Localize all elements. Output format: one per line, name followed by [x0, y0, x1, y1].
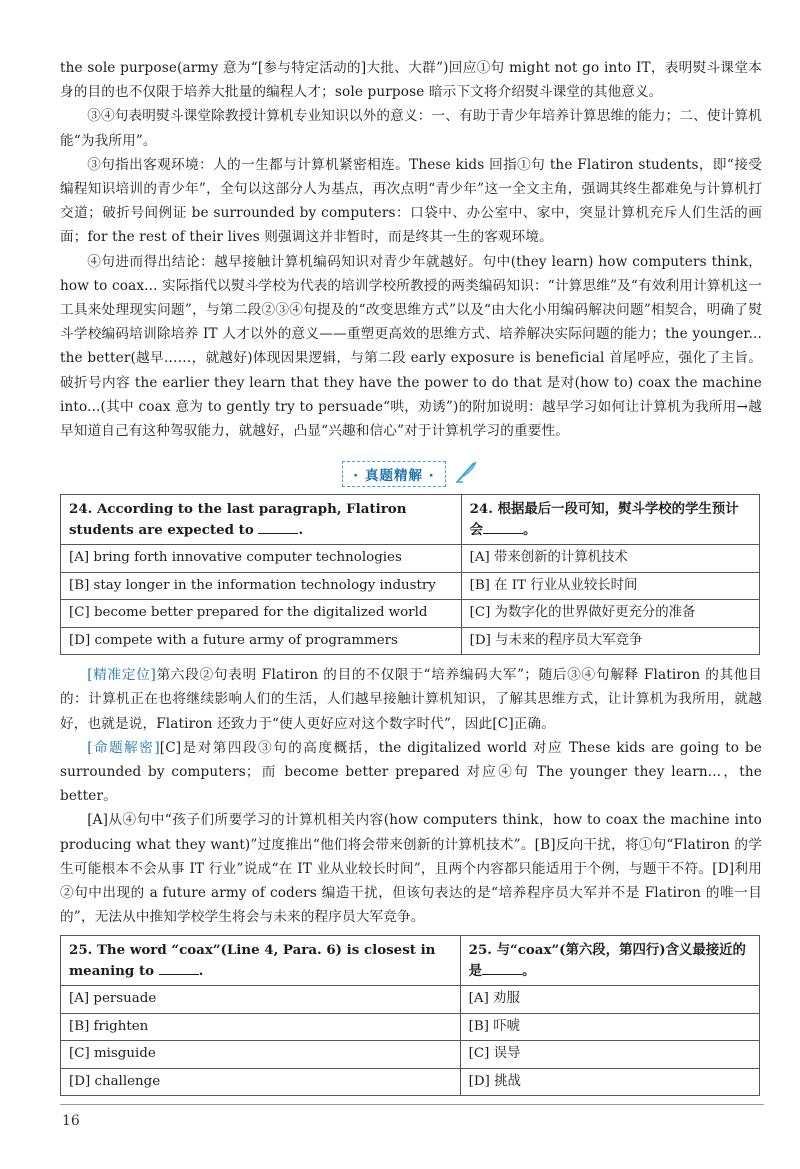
- option-zh: [D] 与未来的程序员大军竞争: [461, 627, 759, 655]
- page-number: 16: [62, 1113, 80, 1129]
- option-zh: [A] 劝服: [460, 986, 759, 1014]
- option-zh: [B] 吓唬: [460, 1013, 759, 1041]
- analysis-location: [精准定位]第六段②句表明 Flatiron 的目的不仅限于“培养编码大军”；随后③④句解释 Flatiron 的其他目的：计算机正在也将继续影响人们的生活，人们越早接触计算机知识，了解其思维方式，让计算机为我所用，就越好，也就是说，Flatiron 还致力于“使人更好应对这个数字时代”，因此[C]正确。: [60, 667, 763, 732]
- question-25-zh: 25. 与“coax”(第六段，第四行)含义最接近的是 。: [460, 936, 759, 986]
- option-zh: [A] 带来创新的计算机技术: [461, 545, 759, 573]
- analysis-tag: [命题解密]: [87, 739, 160, 756]
- question-25-en: 25. The word “coax”(Line 4, Para. 6) is closest in meaning to .: [61, 936, 461, 986]
- section-header-label: · 真题精解 ·: [342, 461, 446, 487]
- section-header: [60, 460, 762, 486]
- paragraph: ③④句表明熨斗课堂除教授计算机专业知识以外的意义：一、有助于青少年培养计算思维的能力；二、使计算机能“为我所用”。: [60, 108, 762, 149]
- option-en: [C] misguide: [61, 1041, 461, 1069]
- option-zh: [B] 在 IT 行业从业较长时间: [461, 572, 759, 600]
- analysis-distractors: [A]从④句中“孩子们所要学习的计算机相关内容(how computers think，how to coax the machine into producing what they want)”过度推出“他们将会带来创新的计算机技术”。[B]反向干扰，将①句“Flatiron 的学生可能根本不会从事 IT 行业”说成“在 IT 业从业较长时间”，且两个内容都只能适用于个例，与题干不符。[D]利用②句中出现的 a future army of coders 编造干扰，但该句表达的是“培养程序员大军并不是 Flatiron 的唯一目的”，无法从中推知学校学生将会与未来的程序员大军竞争。: [60, 812, 762, 926]
- footer-divider: [60, 1104, 764, 1105]
- paragraph: ④句进而得出结论：越早接触计算机编码知识对青少年就越好。句中(they learn) how computers think，how to coax... 实际指代以熨斗学校为代表的培训学校所教授的两类编码知识：“计算思维”及“有效利用计算机这一工具来处理现实问题”，与第二段②③④句提及的“改变思维方式”以及“由大化小用编码解决问题”相契合，明确了熨斗学校编码培训除培养 IT 人才以外的意义——重塑更高效的思维方式、培养解决实际问题的能力；the younger... the better(越早……，就越好)体现因果逻辑，与第二段 early exposure is beneficial 首尾呼应，强化了主旨。破折号内容 the earlier they learn that they have the power to do that 是对(how to) coax the machine into...(其中 coax 意为 to gently try to persuade“哄，劝诱”)的附加说明：越早学习如何让计算机为我所用→越早知道自己有这种驾驭能力，就越好，凸显“兴趣和信心”对于计算机学习的重要性。: [60, 253, 762, 440]
- option-en: [C] become better prepared for the digitalized world: [61, 600, 462, 628]
- option-zh: [C] 误导: [460, 1041, 759, 1069]
- page-content: [60, 56, 762, 1096]
- option-en: [B] frighten: [61, 1013, 461, 1041]
- option-en: [B] stay longer in the information technology industry: [61, 572, 462, 600]
- paragraph: ③句指出客观环境：人的一生都与计算机紧密相连。These kids 回指①句 the Flatiron students，即“接受编程知识培训的青少年”，全句以这部分人为基点，再次点明“青少年”这一全文主角，强调其终生都难免与计算机打交道；破折号间例证 be surrounded by computers：口袋中、办公室中、家中，突显计算机充斥人们生活的画面；for the rest of their lives 则强调这并非暂时，而是终其一生的客观环境。: [60, 156, 762, 246]
- option-zh: [C] 为数字化的世界做好更充分的准备: [461, 600, 759, 628]
- option-en: [A] bring forth innovative computer technologies: [61, 545, 462, 573]
- paragraph: the sole purpose(army 意为“[参与特定活动的]大批、大群”)回应①句 might not go into IT，表明熨斗课堂本身的目的也不仅限于培养大批量的编程人才；sole purpose 暗示下文将介绍熨斗课堂的其他意义。: [60, 60, 762, 101]
- question-25-table: [60, 935, 760, 1096]
- option-en: [D] compete with a future army of programmers: [61, 627, 462, 655]
- option-en: [D] challenge: [61, 1068, 461, 1096]
- option-zh: [D] 挑战: [460, 1068, 759, 1096]
- question-24-table: [60, 494, 760, 655]
- question-24-zh: 24. 根据最后一段可知，熨斗学校的学生预计会 。: [461, 495, 759, 545]
- option-en: [A] persuade: [61, 986, 461, 1014]
- analysis-decode: [命题解密][C]是对第四段③句的高度概括，the digitalized world 对应 These kids are going to be surrounded by computers；而 become better prepared 对应④句 The younger they learn...，the better。: [60, 739, 762, 805]
- quill-pen-icon: [454, 460, 480, 488]
- analysis-tag: [精准定位]: [87, 667, 156, 684]
- question-24-en: 24. According to the last paragraph, Flatiron students are expected to .: [61, 495, 462, 545]
